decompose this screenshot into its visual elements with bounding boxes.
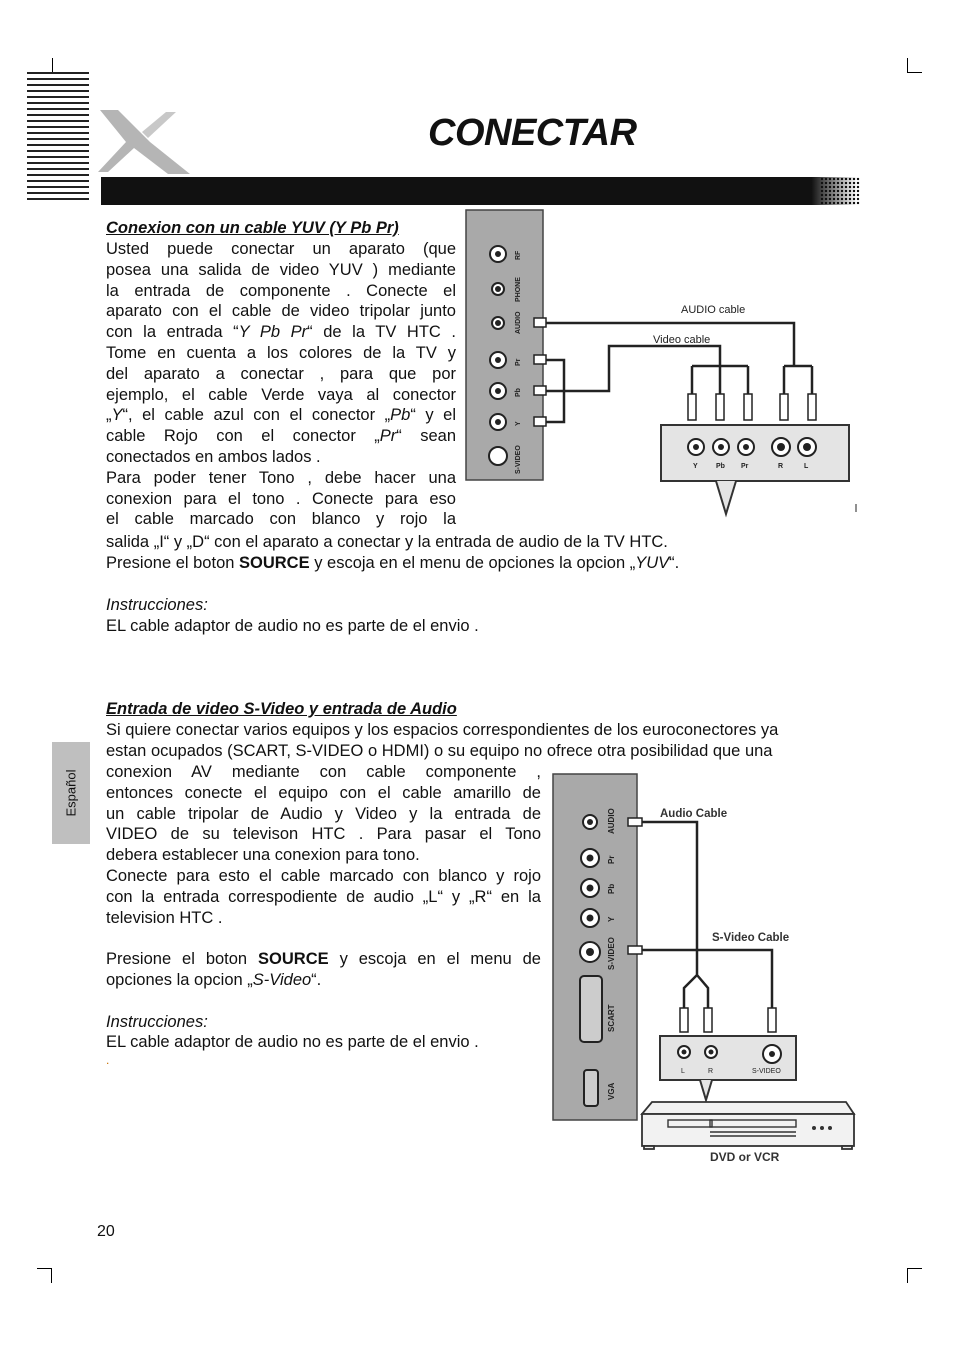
yuv-connection-diagram	[464, 206, 860, 518]
crop-mark-bottom-left	[37, 1268, 52, 1283]
s1-line: Para poder tener Tono , debe hacer una	[106, 468, 456, 487]
brand-logo-x	[96, 108, 196, 176]
s2-line: un cable tripolar de Audio y Video y la entrada de	[106, 804, 541, 823]
tv2-label-pb: Pb	[607, 883, 616, 894]
language-tab	[52, 742, 90, 844]
tv1-label-pb: Pb	[515, 388, 522, 397]
s1-line: ejemplo, el cable Verde vaya al conector	[106, 385, 456, 404]
s1-line: Tome en cuenta a los colores de la TV y	[106, 343, 456, 362]
section1-text	[106, 239, 456, 530]
tv2-label-pr: Pr	[607, 855, 616, 864]
tv2-label-y: Y	[607, 916, 616, 922]
video-cable-label: Video cable	[653, 334, 711, 346]
dev2-label-r: R	[708, 1068, 714, 1075]
dev1-label-l: L	[804, 463, 809, 470]
s1-line: la entrada de componente . Conecte el	[106, 281, 456, 300]
s2-line: VIDEO de su televison HTC . Para pasar el Tono	[106, 825, 541, 844]
s1-line: „Y“, el cable azul con el conector „Pb“ y el	[106, 406, 456, 425]
s1-line: conectados en ambos lados .	[106, 447, 321, 466]
header-bar-dots	[820, 177, 860, 205]
crop-mark-top-left	[38, 58, 53, 73]
section1-heading: Conexion con un cable YUV (Y Pb Pr)	[106, 219, 399, 237]
tv2-label-audio: AUDIO	[607, 808, 616, 834]
dev1-label-pb: Pb	[716, 463, 725, 470]
audio-cable2-label: Audio Cable	[660, 808, 728, 820]
s2-dot: .	[106, 1053, 110, 1068]
tv1-label-rf: RF	[515, 250, 522, 260]
tv2-label-scart: SCART	[607, 1004, 616, 1032]
header-bar	[101, 177, 857, 205]
s1-line: conexion para el tono . Conecte para eso	[106, 489, 456, 508]
s2-line: television HTC .	[106, 908, 223, 927]
s1-line: aparato con el cable de video tripolar junto	[106, 302, 456, 321]
s1-line: cable Rojo con el conector „Pr“ sean	[106, 427, 457, 446]
s1-source-line: Presione el boton SOURCE y escoja en el menu de opciones la opcion „YUV“.	[106, 554, 680, 572]
s1-line: del aparato a conectar , para que por	[106, 364, 456, 383]
section2-heading: Entrada de video S-Video y entrada de Audio	[106, 700, 457, 718]
tv2-label-s-video: S-VIDEO	[607, 937, 616, 970]
audio-cable-label: AUDIO cable	[681, 304, 746, 316]
tv2-label-vga: VGA	[607, 1082, 616, 1100]
tv1-label-y: Y	[515, 421, 522, 426]
tv1-label-s-video: S-VIDEO	[515, 445, 522, 474]
s2-line: Conecte para esto el cable marcado con blanco y rojo	[106, 866, 541, 885]
dev1-label-pr: Pr	[741, 463, 749, 470]
s2-full-line: Si quiere conectar varios equipos y los espacios correspondientes de los euroconectores ya	[106, 721, 779, 739]
crop-mark-top-right	[907, 58, 922, 73]
crop-mark-bottom-right	[907, 1268, 922, 1283]
dev1-label-r: R	[778, 463, 784, 470]
dev1-label-y: Y	[693, 463, 698, 470]
tv1-label-audio: AUDIO	[515, 311, 522, 334]
s2-line: conexion AV mediante con cable componente ,	[106, 763, 541, 781]
s1-instructions-label: Instrucciones:	[106, 596, 208, 614]
decorative-stripes	[27, 72, 89, 202]
page-title: CONECTAR	[428, 112, 637, 154]
s2-full-line: estan ocupados (SCART, S-VIDEO o HDMI) o su equipo no ofrece otra posibilidad que una	[106, 742, 773, 760]
section2-text	[106, 762, 541, 1067]
s2-source-line: opciones la opcion „S-Video“.	[106, 970, 322, 989]
dev2-label-s-video: S-VIDEO	[752, 1068, 781, 1075]
s-video-connection-diagram	[550, 770, 856, 1166]
s1-line: Usted puede conectar un aparato (que	[106, 240, 456, 258]
s2-line: debera establecer una conexion para tono.	[106, 846, 420, 865]
s2-instructions-text: EL cable adaptor de audio no es parte de el envio .	[106, 1033, 479, 1052]
dev2-label-l: L	[681, 1068, 685, 1075]
s1-line: posea una salida de video YUV ) mediante	[106, 260, 456, 279]
s2-source-line: Presione el boton SOURCE y escoja en el menu de	[106, 950, 541, 969]
page-number: 20	[97, 1223, 115, 1240]
tv1-label-phone: PHONE	[515, 277, 522, 302]
s2-line: entonces conecte el equipo con el cable amarillo de	[106, 783, 541, 802]
s-video-cable-label: S-Video Cable	[712, 932, 790, 944]
s1-line: el cable marcado con blanco y rojo la	[106, 510, 456, 529]
language-tab-label: Español	[63, 769, 79, 817]
tv1-label-pr: Pr	[515, 358, 522, 366]
device-name-label: DVD or VCR	[710, 1150, 780, 1164]
s1-instructions-text: EL cable adaptor de audio no es parte de el envio .	[106, 617, 479, 635]
s1-full-line: salida „I“ y „D“ con el aparato a conectar y la entrada de audio de la TV HTC.	[106, 533, 668, 551]
s1-line: con la entrada “Y Pb Pr“ de la TV HTC .	[106, 323, 457, 342]
s2-instructions-label: Instrucciones:	[106, 1012, 208, 1031]
s2-line: con la entrada correspodiente de audio „L“ y „R“ en la	[106, 887, 541, 906]
